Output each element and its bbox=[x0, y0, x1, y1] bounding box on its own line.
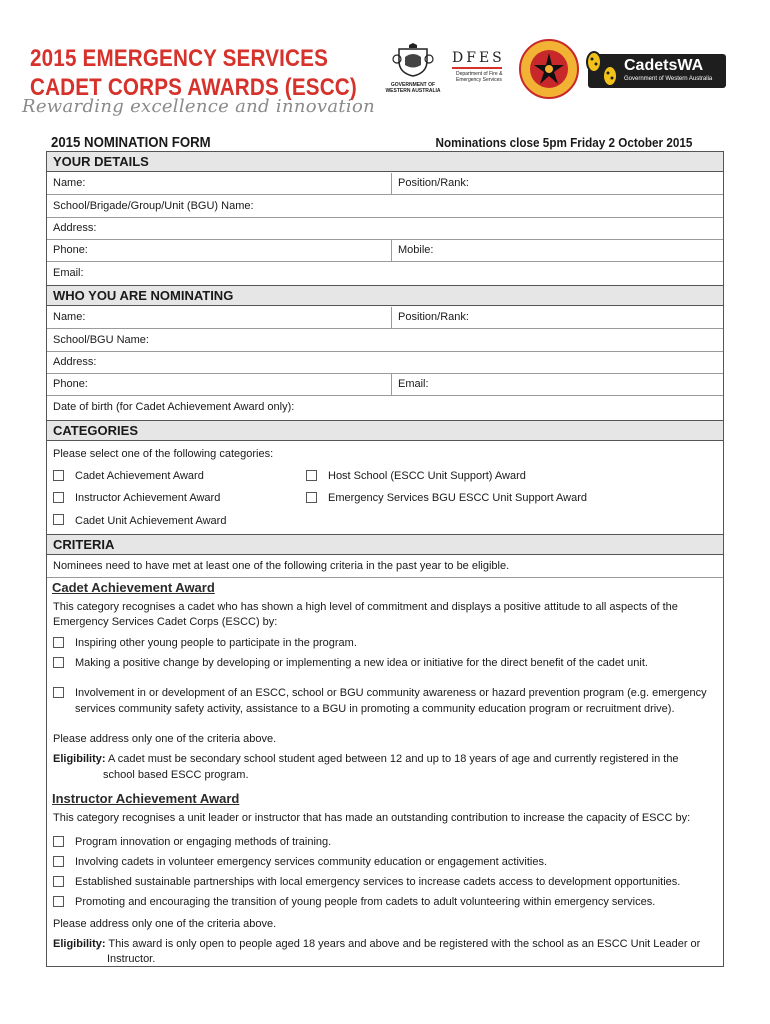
cadet-criterion-checkbox-1[interactable] bbox=[53, 637, 64, 648]
cadet-award-desc-line-2: Emergency Services Cadet Corps (ESCC) by: bbox=[53, 616, 278, 628]
categories-intro: Please select one of the following categories: bbox=[53, 448, 274, 460]
criteria-intro: Nominees need to have met at least one of the following criteria in the past year to be eligible. bbox=[53, 560, 510, 572]
title-line-2: CADET CORPS AWARDS (ESCC) bbox=[30, 74, 357, 101]
cadets-wa-wordmark: CadetsWA bbox=[624, 57, 704, 74]
dfes-caption-line-1: Department of Fire & bbox=[456, 71, 503, 77]
category-checkbox-instructor-achievement[interactable] bbox=[53, 492, 64, 503]
cadet-eligibility-text-line-2: school based ESCC program. bbox=[103, 769, 249, 781]
crest-caption-line-2: WESTERN AUSTRALIA bbox=[385, 88, 441, 94]
your-name-label: Name: bbox=[53, 177, 86, 189]
cadet-criterion-1: Inspiring other young people to participate in the program. bbox=[75, 637, 357, 649]
instructor-criterion-checkbox-1[interactable] bbox=[53, 836, 64, 847]
eligibility-label: Eligibility: bbox=[53, 938, 106, 950]
cadet-eligibility-text-line-1: A cadet must be secondary school student aged between 12 and up to 18 years of age and currently registered in the bbox=[105, 753, 679, 765]
dfes-logo bbox=[452, 50, 514, 83]
your-school-row[interactable] bbox=[47, 196, 723, 218]
footprints-icon bbox=[582, 50, 624, 90]
category-checkbox-host-school[interactable] bbox=[306, 470, 317, 481]
form-title: 2015 NOMINATION FORM bbox=[51, 134, 211, 151]
crest-icon bbox=[391, 43, 435, 77]
nominee-name-row[interactable] bbox=[47, 307, 723, 329]
nominee-heading: WHO YOU ARE NOMINATING bbox=[47, 285, 723, 306]
nomination-deadline: Nominations close 5pm Friday 2 October 2015 bbox=[435, 135, 692, 150]
cadet-criterion-checkbox-2[interactable] bbox=[53, 657, 64, 668]
nominee-name-label: Name: bbox=[53, 311, 86, 323]
cadet-criterion-checkbox-3[interactable] bbox=[53, 687, 64, 698]
instructor-criterion-checkbox-2[interactable] bbox=[53, 856, 64, 867]
crest-caption-line-1: GOVERNMENT OF bbox=[390, 82, 436, 88]
category-label-cadet-achievement: Cadet Achievement Award bbox=[75, 470, 204, 482]
your-phone-label: Phone: bbox=[53, 244, 88, 256]
your-address-label: Address: bbox=[53, 222, 97, 234]
nominee-position-label: Position/Rank: bbox=[391, 307, 469, 328]
nominee-school-label: School/BGU Name: bbox=[53, 334, 149, 346]
your-details-heading: YOUR DETAILS bbox=[47, 151, 723, 172]
instructor-eligibility-text-line-1: This award is only open to people aged 18 years and above and be registered with the school as an ESCC Unit Leader or bbox=[105, 938, 701, 950]
criteria-heading: CRITERIA bbox=[47, 534, 723, 555]
instructor-eligibility-text-line-2: Instructor. bbox=[107, 953, 156, 965]
nominee-email-label: Email: bbox=[391, 374, 429, 395]
instructor-award-heading: Instructor Achievement Award bbox=[52, 791, 240, 806]
nominee-dob-label: Date of birth (for Cadet Achievement Award only): bbox=[53, 401, 295, 413]
instructor-award-desc: This category recognises a unit leader or instructor that has made an outstanding contribution to increase the capacity of ESCC by: bbox=[53, 812, 691, 824]
cadet-award-heading: Cadet Achievement Award bbox=[52, 580, 215, 595]
nominee-address-row[interactable] bbox=[47, 352, 723, 374]
nominee-phone-row[interactable] bbox=[47, 374, 723, 396]
cadets-wa-caption: Government of Western Australia bbox=[624, 76, 713, 82]
wa-government-crest-logo bbox=[383, 43, 443, 93]
nominee-phone-label: Phone: bbox=[53, 378, 88, 390]
instructor-criterion-3: Established sustainable partnerships with local emergency services to increase cadets access to development opportunities. bbox=[75, 876, 681, 888]
escc-badge-logo bbox=[518, 38, 580, 100]
cadet-criterion-3-line-2: services community safety activity, assistance to a BGU in promoting a community education program or recruitment drive). bbox=[75, 703, 675, 715]
criteria-divider bbox=[47, 577, 723, 578]
cadet-award-note: Please address only one of the criteria above. bbox=[53, 733, 277, 745]
eligibility-label: Eligibility: bbox=[53, 753, 106, 765]
your-phone-row[interactable] bbox=[47, 240, 723, 262]
your-email-label: Email: bbox=[53, 267, 84, 279]
your-school-label: School/Brigade/Group/Unit (BGU) Name: bbox=[53, 200, 254, 212]
nominee-address-label: Address: bbox=[53, 356, 97, 368]
instructor-award-eligibility bbox=[53, 936, 700, 952]
escc-badge-icon bbox=[518, 38, 580, 100]
your-address-row[interactable] bbox=[47, 218, 723, 240]
your-position-label: Position/Rank: bbox=[391, 173, 469, 194]
cadets-wa-logo bbox=[588, 54, 726, 88]
dfes-caption-line-2: Emergency Services bbox=[456, 77, 502, 83]
category-checkbox-bgu-unit-support[interactable] bbox=[306, 492, 317, 503]
tagline: Rewarding excellence and innovation bbox=[22, 96, 375, 117]
instructor-criterion-1: Program innovation or engaging methods of training. bbox=[75, 836, 332, 848]
cadet-criterion-3-line-1: Involvement in or development of an ESCC, school or BGU community awareness or hazard prevention program (e.g. emergency bbox=[75, 687, 707, 699]
cadet-award-desc-line-1: This category recognises a cadet who has shown a high level of commitment and displays a positive attitude to all aspects of the bbox=[53, 601, 678, 613]
document-title bbox=[30, 44, 357, 102]
dfes-rule bbox=[452, 67, 502, 69]
dfes-wordmark: DFES bbox=[452, 50, 505, 66]
title-line-1: 2015 EMERGENCY SERVICES bbox=[30, 45, 329, 72]
instructor-award-note: Please address only one of the criteria above. bbox=[53, 918, 277, 930]
category-checkbox-cadet-unit-achievement[interactable] bbox=[53, 514, 64, 525]
category-label-cadet-unit-achievement: Cadet Unit Achievement Award bbox=[75, 515, 227, 527]
cadet-award-eligibility bbox=[53, 751, 679, 767]
category-label-bgu-unit-support: Emergency Services BGU ESCC Unit Support Award bbox=[328, 492, 588, 504]
category-label-host-school: Host School (ESCC Unit Support) Award bbox=[328, 470, 526, 482]
instructor-criterion-checkbox-4[interactable] bbox=[53, 896, 64, 907]
instructor-criterion-checkbox-3[interactable] bbox=[53, 876, 64, 887]
cadet-criterion-2: Making a positive change by developing or implementing a new idea or initiative for the direct benefit of the cadet unit. bbox=[75, 657, 648, 669]
your-email-row[interactable] bbox=[47, 263, 723, 285]
nominee-dob-row[interactable] bbox=[47, 397, 723, 419]
category-checkbox-cadet-achievement[interactable] bbox=[53, 470, 64, 481]
your-mobile-label: Mobile: bbox=[391, 240, 433, 261]
category-label-instructor-achievement: Instructor Achievement Award bbox=[75, 492, 221, 504]
instructor-criterion-4: Promoting and encouraging the transition of young people from cadets to adult volunteering within emergency services. bbox=[75, 896, 656, 908]
categories-heading: CATEGORIES bbox=[47, 420, 723, 441]
your-name-row[interactable] bbox=[47, 173, 723, 195]
nominee-school-row[interactable] bbox=[47, 330, 723, 352]
instructor-criterion-2: Involving cadets in volunteer emergency services community education or engagement activities. bbox=[75, 856, 548, 868]
